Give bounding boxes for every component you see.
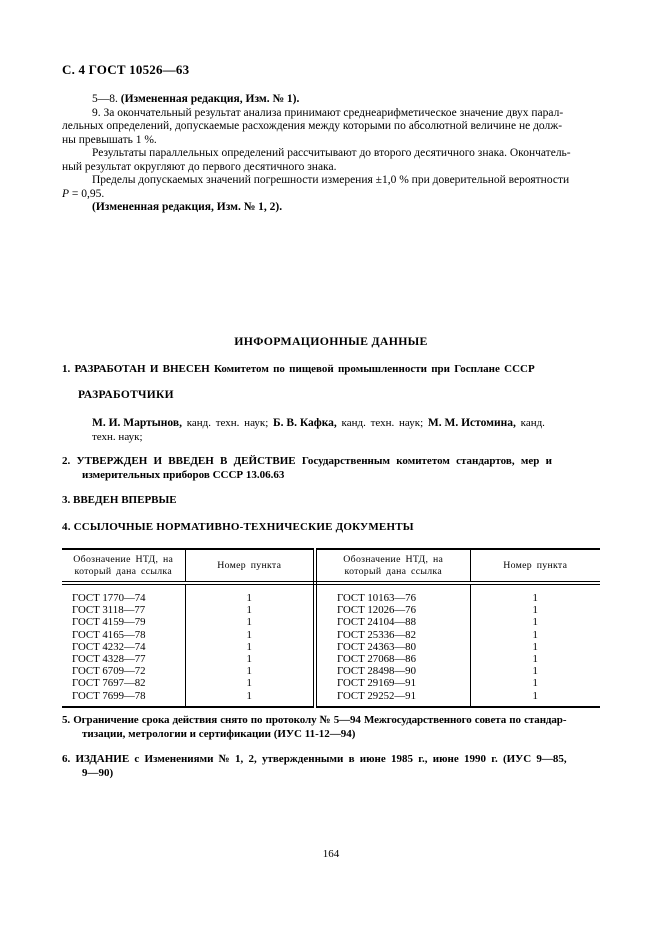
clause-ref: 5—8. — [92, 93, 121, 105]
info-item-2-line-1: 2. УТВЕРЖДЕН И ВВЕДЕН В ДЕЙСТВИЕ Государственным комитетом стандартов, мер и — [62, 455, 552, 467]
info-item-4 — [62, 521, 600, 535]
info-item-3-line: 3. ВВЕДЕН ВПЕРВЫЕ — [62, 494, 177, 506]
header-clause-number-right: Номер пункта — [470, 549, 600, 583]
ntd-designation-cell: ГОСТ 1770—74 — [62, 583, 185, 604]
clause-number-cell: 1 — [532, 616, 538, 629]
info-item-2 — [62, 455, 600, 482]
clause-9-line-1: 9. За окончательный результат анализа принимают среднеарифметическое значение двух парал- — [92, 106, 564, 119]
table-row — [62, 616, 600, 628]
clause-number-cell: 1 — [185, 690, 315, 707]
amendment-note-1: (Измененная редакция, Изм. № 1). — [120, 93, 300, 105]
table-row — [62, 690, 600, 707]
table-row — [62, 629, 600, 641]
ntd-designation-cell: ГОСТ 7697—82 — [62, 677, 185, 689]
developers-heading: РАЗРАБОТЧИКИ — [78, 389, 174, 401]
clause-number-cell: 1 — [185, 604, 315, 616]
probability-symbol: Р — [62, 187, 70, 200]
table-row — [62, 641, 600, 653]
developers-list — [62, 417, 600, 444]
developers-line-1 — [92, 417, 600, 431]
limits-line-1: Пределы допускаемых значений погрешности измерения ±1,0 % при доверительной вероятности — [92, 174, 570, 186]
ntd-designation-cell: ГОСТ 3118—77 — [62, 604, 185, 616]
info-item-6-line-2: 9—90) — [82, 766, 114, 779]
clause-number-cell: 1 — [185, 616, 315, 628]
results-line-1: Результаты параллельных определений рассчитывают до второго десятичного знака. Окончатель- — [92, 147, 571, 159]
developer-1-name: М. И. Мартынов, — [92, 417, 182, 429]
ntd-designation-cell: ГОСТ 28498—90 — [315, 665, 470, 677]
ntd-designation-cell: ГОСТ 4159—79 — [62, 616, 185, 628]
ntd-designation-cell: ГОСТ 25336—82 — [315, 629, 470, 641]
ntd-designation-cell: ГОСТ 7699—78 — [62, 690, 185, 707]
page-number: 164 — [322, 848, 340, 860]
body-text — [62, 93, 600, 215]
clause-number-cell: 1 — [185, 677, 315, 689]
info-item-5-line-1: 5. Ограничение срока действия снято по протоколу № 5—94 Межгосударственного совета по стандар- — [62, 714, 567, 726]
ntd-designation-cell: ГОСТ 24104—88 — [315, 616, 470, 628]
info-item-3 — [62, 494, 600, 508]
clause-number-cell: 1 — [470, 690, 600, 707]
info-item-5-line-2: тизации, метрологии и сертификации (ИУС 11-12—94) — [82, 727, 356, 740]
reference-table-body — [62, 583, 600, 707]
table-row — [62, 604, 600, 616]
info-item-2-line-2: измерительных приборов СССР 13.06.63 — [82, 468, 285, 481]
reference-table — [62, 548, 600, 708]
ntd-designation-cell: ГОСТ 29252—91 — [315, 690, 470, 707]
info-item-1 — [62, 363, 600, 377]
developer-3-name: М. М. Истомина, — [427, 417, 516, 429]
clause-number-cell: 1 — [532, 640, 538, 653]
clause-number-cell: 1 — [185, 665, 315, 677]
developer-2-name: Б. В. Кафка, — [273, 417, 337, 429]
info-item-6 — [62, 753, 600, 780]
info-data-title: ИНФОРМАЦИОННЫЕ ДАННЫЕ — [234, 334, 428, 348]
clause-number-cell: 1 — [532, 628, 538, 641]
amendment-note-2 — [62, 201, 600, 215]
ntd-designation-cell: ГОСТ 24363—80 — [315, 641, 470, 653]
ntd-designation-cell: ГОСТ 4165—78 — [62, 629, 185, 641]
ntd-designation-cell: ГОСТ 12026—76 — [315, 604, 470, 616]
ntd-designation-cell: ГОСТ 4232—74 — [62, 641, 185, 653]
clause-number-cell: 1 — [185, 653, 315, 665]
limits-line-2 — [62, 188, 600, 202]
page-header: С. 4 ГОСТ 10526—63 — [62, 62, 190, 77]
developer-2-degree: канд. техн. наук; — [336, 417, 428, 429]
ntd-designation-cell: ГОСТ 4328—77 — [62, 653, 185, 665]
developer-3-degree: канд. — [515, 417, 545, 429]
clause-number-cell: 1 — [532, 677, 538, 690]
header-clause-number-left: Номер пункта — [185, 549, 315, 583]
clause-number-cell: 1 — [532, 604, 538, 617]
clause-number-cell: 1 — [185, 583, 315, 604]
clause-5-8-line — [62, 93, 600, 107]
clause-number-cell: 1 — [532, 665, 538, 678]
clause-number-cell: 1 — [185, 629, 315, 641]
ntd-designation-cell: ГОСТ 10163—76 — [315, 583, 470, 604]
probability-value: = 0,95. — [69, 187, 105, 200]
info-item-1-line: 1. РАЗРАБОТАН И ВНЕСЕН Комитетом по пищевой промышленности при Госплане СССР — [62, 363, 535, 375]
info-item-5 — [62, 714, 600, 741]
header-ntd-designation-left: Обозначение НТД, на который дана ссылка — [62, 549, 185, 583]
table-row — [62, 653, 600, 665]
amendment-note-2-text: (Измененная редакция, Изм. № 1, 2). — [92, 201, 283, 213]
clause-number-cell: 1 — [532, 653, 538, 666]
clause-9-line-3: ны превышать 1 %. — [62, 133, 157, 146]
ntd-designation-cell: ГОСТ 6709—72 — [62, 665, 185, 677]
developer-1-degree: канд. техн. наук; — [181, 417, 274, 429]
table-row — [62, 665, 600, 677]
info-item-4-line: 4. ССЫЛОЧНЫЕ НОРМАТИВНО-ТЕХНИЧЕСКИЕ ДОКУМЕНТЫ — [62, 521, 414, 533]
table-row — [62, 583, 600, 604]
header-ntd-designation-right: Обозначение НТД, на который дана ссылка — [315, 549, 470, 583]
ntd-designation-cell: ГОСТ 29169—91 — [315, 677, 470, 689]
clause-9-line-2: лельных определений, допускаемые расхождения между которыми по абсолютной величине не долж- — [62, 120, 563, 132]
info-item-6-line-1: 6. ИЗДАНИЕ с Изменениями № 1, 2, утвержденными в июне 1985 г., июне 1990 г. (ИУС 9—85, — [62, 753, 567, 765]
developers-line-2: техн. наук; — [92, 430, 143, 443]
clause-number-cell: 1 — [185, 641, 315, 653]
clause-number-cell: 1 — [532, 592, 538, 604]
table-header-row — [62, 549, 600, 583]
ntd-designation-cell: ГОСТ 27068—86 — [315, 653, 470, 665]
table-row — [62, 677, 600, 689]
reference-table-head — [62, 549, 600, 583]
results-line-2: ный результат округляют до первого десятичного знака. — [62, 160, 337, 173]
